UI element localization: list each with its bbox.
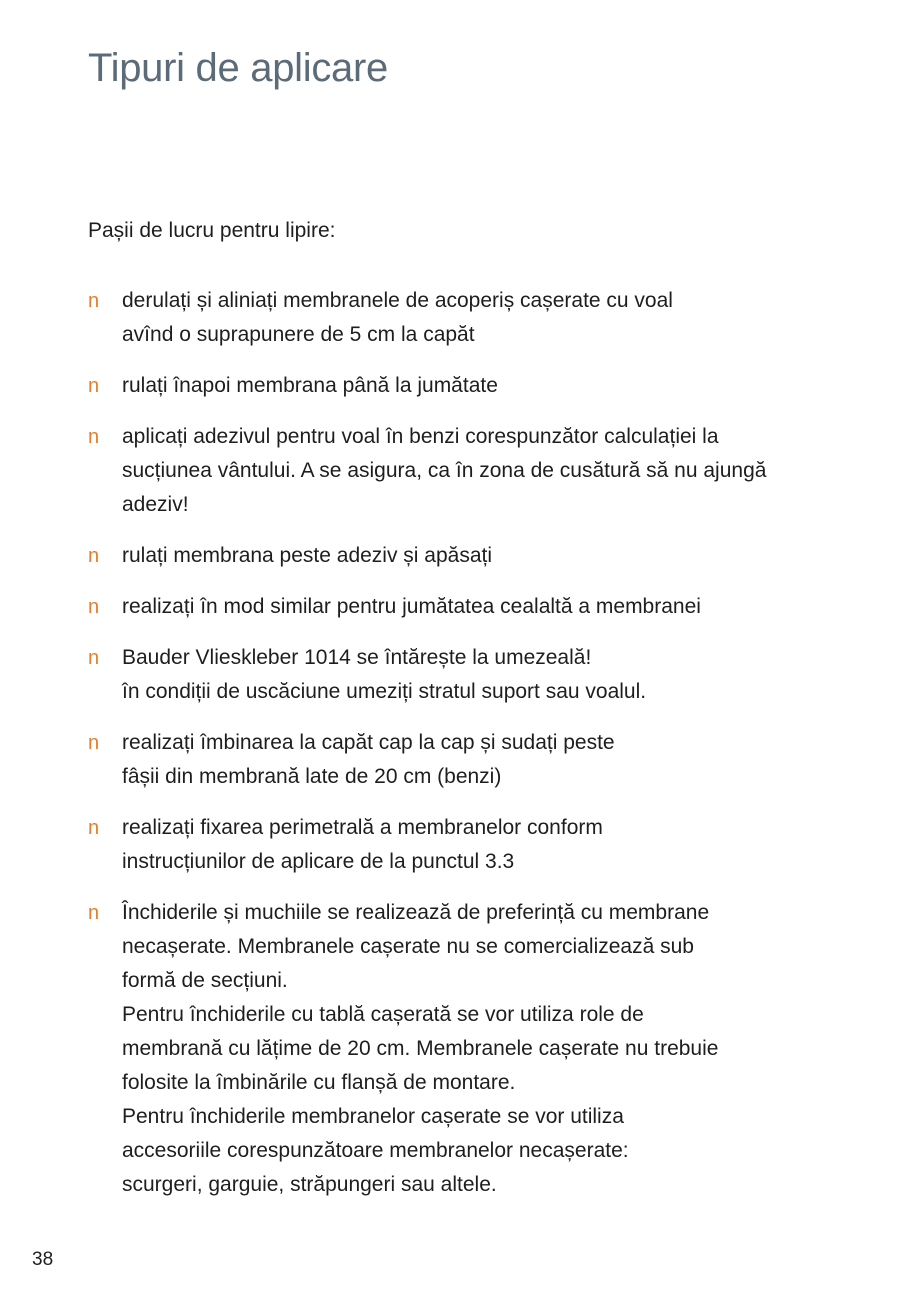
page-number: 38	[32, 1249, 54, 1270]
step-text-line: formă de secțiuni.	[122, 969, 288, 992]
page-title: Tipuri de aplicare	[88, 46, 388, 90]
bullet-marker: n	[88, 817, 100, 839]
step-text-line: Pentru închiderile membranelor cașerate se vor utiliza	[122, 1105, 624, 1128]
step-item	[88, 369, 828, 403]
step-text-line: în condiții de uscăciune umeziți stratul suport sau voalul.	[122, 680, 647, 703]
step-text-line: scurgeri, garguie, străpungeri sau altele.	[122, 1173, 497, 1196]
step-text-line: derulați și aliniați membranele de acoperiș cașerate cu voal	[122, 289, 673, 312]
step-text-line: membrană cu lățime de 20 cm. Membranele cașerate nu trebuie	[122, 1037, 719, 1060]
step-text-line: necașerate. Membranele cașerate nu se comercializează sub	[122, 935, 694, 958]
step-item	[88, 641, 828, 709]
step-text-line: adeziv!	[122, 493, 189, 516]
step-text-line: folosite la îmbinările cu flanșă de montare.	[122, 1071, 516, 1094]
intro-text: Pașii de lucru pentru lipire:	[88, 219, 336, 242]
step-item	[88, 539, 828, 573]
bullet-marker: n	[88, 375, 100, 397]
step-text-line: fâșii din membrană late de 20 cm (benzi)	[122, 765, 502, 788]
step-text-line: sucțiunea vântului. A se asigura, ca în zona de cusătură să nu ajungă	[122, 459, 767, 482]
step-item	[88, 284, 828, 352]
bullet-marker: n	[88, 596, 100, 618]
step-text-line: rulați membrana peste adeziv și apăsați	[122, 544, 493, 567]
step-item	[88, 896, 828, 1202]
step-text-line: realizați în mod similar pentru jumătatea cealaltă a membranei	[122, 595, 701, 618]
bullet-marker: n	[88, 732, 100, 754]
step-item	[88, 590, 828, 624]
bullet-marker: n	[88, 290, 100, 312]
step-text-line: Închiderile și muchiile se realizează de preferință cu membrane	[122, 901, 710, 924]
step-text-line: realizați fixarea perimetrală a membranelor conform	[122, 816, 603, 839]
bullet-marker: n	[88, 545, 100, 567]
step-text-line: rulați înapoi membrana până la jumătate	[122, 374, 498, 397]
step-item	[88, 420, 828, 522]
step-text-line: instrucțiunilor de aplicare de la punctul 3.3	[122, 850, 515, 873]
step-text-line: accesoriile corespunzătoare membranelor necașerate:	[122, 1139, 629, 1162]
bullet-marker: n	[88, 426, 100, 448]
step-text-line: Pentru închiderile cu tablă cașerată se vor utiliza role de	[122, 1003, 644, 1026]
bullet-marker: n	[88, 902, 100, 924]
step-item	[88, 811, 828, 879]
step-text-line: avînd o suprapunere de 5 cm la capăt	[122, 323, 475, 346]
step-text-line: Bauder Vlieskleber 1014 se întărește la umezeală!	[122, 646, 592, 669]
step-text-line: realizați îmbinarea la capăt cap la cap și sudați peste	[122, 731, 615, 754]
bullet-marker: n	[88, 647, 100, 669]
step-item	[88, 726, 828, 794]
steps-list	[88, 284, 828, 1219]
step-text-line: aplicați adezivul pentru voal în benzi corespunzător calculației la	[122, 425, 719, 448]
